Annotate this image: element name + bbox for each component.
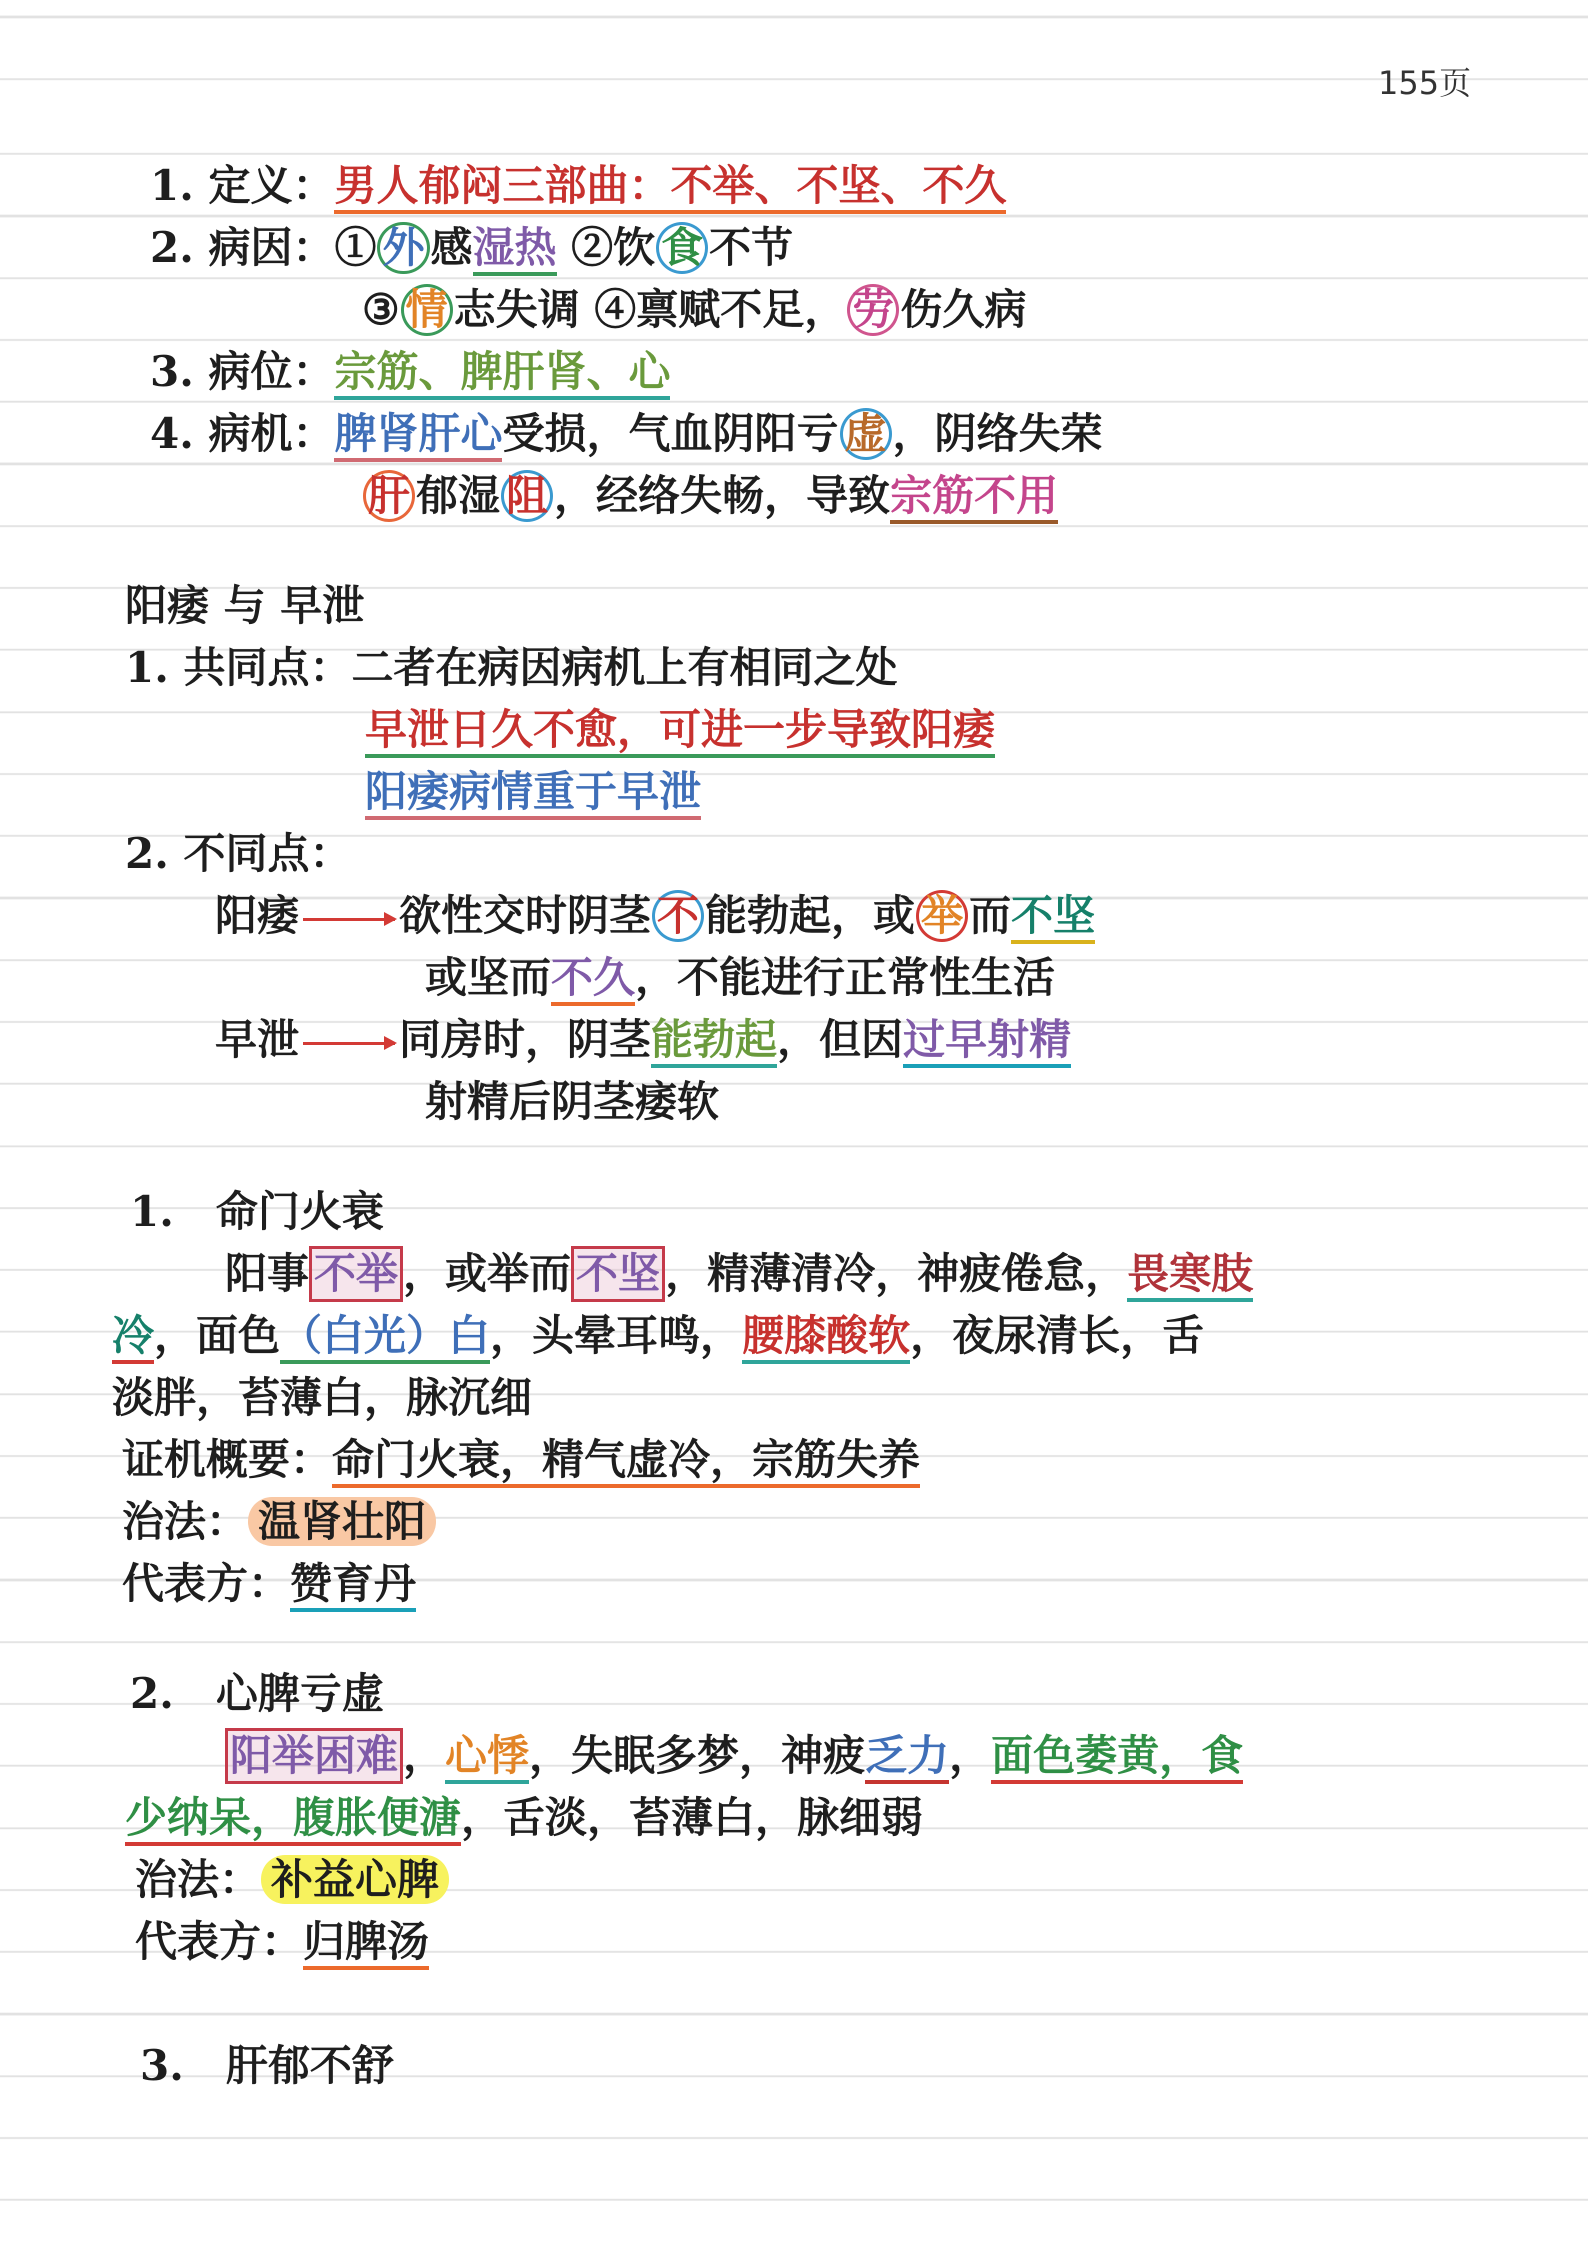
yangwei-text: 欲性交时阴茎 xyxy=(399,891,652,940)
cold-limbs-text: 畏寒肢 xyxy=(1127,1249,1253,1302)
yangwei-text: ，不能进行正常性生活 xyxy=(635,953,1056,1002)
symptom-text: ，夜尿清长，舌 xyxy=(910,1311,1205,1360)
common-line-1 xyxy=(125,637,897,699)
circled-char-shi: 食 xyxy=(656,222,708,274)
cause-text: 伤久病 xyxy=(900,285,1027,334)
symptom-text: ，头晕耳鸣， xyxy=(490,1311,743,1360)
cause-line-2 xyxy=(362,279,1026,341)
symptom-text: ，舌淡，苔薄白，脉细弱 xyxy=(461,1793,924,1842)
circled-char-xu: 虚 xyxy=(840,408,892,460)
definition-text: 男人郁闷三部曲：不举、不坚、不久 xyxy=(334,161,1006,214)
zaoxie-label: 早泄 xyxy=(215,1015,300,1064)
circled-char-zu: 阻 xyxy=(501,470,553,522)
knee-weak-text: 腰膝酸软 xyxy=(742,1311,910,1364)
symptom-text: ，或举而 xyxy=(403,1249,572,1298)
mechanism-text: ，经络失畅，导致 xyxy=(554,471,891,520)
type3-title: 3. 肝郁不舒 xyxy=(140,2041,394,2090)
formula-label: 代表方： xyxy=(122,1559,291,1608)
yangwei-line-2 xyxy=(425,947,1055,1009)
zaoxie-text: ，但因 xyxy=(777,1015,904,1064)
premature-text: 过早射精 xyxy=(903,1015,1071,1068)
type2-line-1 xyxy=(225,1725,1243,1787)
cause-num-1: ① xyxy=(334,223,377,272)
type2-treatment xyxy=(135,1849,449,1911)
difference-label: 2. 不同点： xyxy=(125,829,352,878)
definition-label: 1. 定义： xyxy=(150,161,335,210)
symptom-text: ， xyxy=(403,1731,446,1780)
treatment-label: 治法： xyxy=(135,1855,262,1904)
mechanism-line-1 xyxy=(150,403,1103,465)
type1-mechanism xyxy=(122,1429,920,1491)
poor-appetite-text: 少纳呆，腹胀便溏 xyxy=(125,1793,461,1846)
location-label: 3. 病位： xyxy=(150,347,335,396)
type2-formula xyxy=(135,1911,429,1973)
common-text: 二者在病因病机上有相同之处 xyxy=(351,643,898,692)
cause-text: ②饮 xyxy=(556,223,656,272)
circled-char-lao: 劳 xyxy=(847,284,899,336)
location-line xyxy=(150,341,670,403)
treatment-text: 补益心脾 xyxy=(261,1855,449,1904)
sallow-face-text: 面色萎黄，食 xyxy=(991,1731,1243,1784)
yangwei-label: 阳痿 xyxy=(215,891,300,940)
mechanism-text: 郁湿 xyxy=(416,471,501,520)
boxed-not-erect: 不举 xyxy=(309,1246,403,1302)
type1-line-3: 淡胖，苔薄白，脉沉细 xyxy=(112,1373,533,1422)
tendon-dysfunction-text: 宗筋不用 xyxy=(890,471,1058,524)
arrow-right-icon xyxy=(303,918,395,921)
yangwei-line-1 xyxy=(215,885,1095,947)
fatigue-text: 乏力 xyxy=(865,1731,949,1784)
cause-num-3: ③ xyxy=(362,285,400,334)
zaoxie-line-2: 射精后阴茎痿软 xyxy=(425,1077,720,1126)
formula-text: 归脾汤 xyxy=(303,1917,429,1970)
boxed-not-firm: 不坚 xyxy=(571,1246,665,1302)
cold-char: 冷 xyxy=(112,1311,154,1364)
symptom-text: ， xyxy=(949,1731,992,1780)
boxed-erection-difficulty: 阳举困难 xyxy=(225,1728,403,1784)
common-line-3 xyxy=(365,761,701,823)
yangwei-text: 而 xyxy=(969,891,1012,940)
symptom-text: ，面色 xyxy=(154,1311,281,1360)
formula-label: 代表方： xyxy=(135,1917,304,1966)
not-lasting-text: 不久 xyxy=(551,953,635,1006)
treatment-text: 温肾壮阳 xyxy=(248,1497,436,1546)
can-erect-text: 能勃起 xyxy=(651,1015,777,1068)
mechanism-label: 证机概要： xyxy=(122,1435,333,1484)
symptom-text: ，失眠多梦，神疲 xyxy=(529,1731,866,1780)
location-text: 宗筋、脾肝肾、心 xyxy=(334,347,670,400)
damp-heat-text: 湿热 xyxy=(473,223,557,276)
type1-line-2 xyxy=(112,1305,1204,1367)
type1-formula xyxy=(122,1553,416,1615)
mechanism-text: 命门火衰，精气虚冷，宗筋失养 xyxy=(332,1435,920,1488)
cause-line-1 xyxy=(150,217,793,279)
common-label: 1. 共同点： xyxy=(125,643,352,692)
cause-text: 志失调 ④禀赋不足， xyxy=(453,285,847,334)
yangwei-text: 或坚而 xyxy=(425,953,552,1002)
common-line-2 xyxy=(365,699,995,761)
type1-title: 1. 命门火衰 xyxy=(130,1187,384,1236)
compare-title: 阳痿 与 早泄 xyxy=(125,581,365,630)
palpitation-text: 心悸 xyxy=(445,1731,529,1784)
definition-line xyxy=(150,155,1006,217)
yangwei-text: 能勃起，或 xyxy=(705,891,916,940)
cause-label: 2. 病因： xyxy=(150,223,335,272)
circled-char-bu: 不 xyxy=(652,890,704,942)
symptom-text: ，精薄清冷，神疲倦怠， xyxy=(665,1249,1128,1298)
organs-text: 脾肾肝心 xyxy=(334,409,502,462)
circled-char-ju: 举 xyxy=(916,890,968,942)
mechanism-text: 受损，气血阴阳亏 xyxy=(502,409,839,458)
mechanism-line-2 xyxy=(362,465,1058,527)
pale-face-text: （白光）白 xyxy=(280,1311,490,1364)
page-number: 155页 xyxy=(1378,64,1472,102)
circled-char-qing: 情 xyxy=(401,284,453,336)
cause-text: 感 xyxy=(430,223,473,272)
not-firm-text: 不坚 xyxy=(1011,891,1095,944)
circled-char-wai: 外 xyxy=(377,222,429,274)
type1-line-1 xyxy=(225,1243,1253,1305)
zaoxie-text: 同房时，阴茎 xyxy=(399,1015,652,1064)
mechanism-text: ，阴络失荣 xyxy=(892,409,1103,458)
type1-treatment xyxy=(122,1491,436,1553)
type2-title: 2. 心脾亏虚 xyxy=(130,1669,384,1718)
zaoxie-line-1 xyxy=(215,1009,1071,1071)
mechanism-label: 4. 病机： xyxy=(150,409,335,458)
treatment-label: 治法： xyxy=(122,1497,249,1546)
symptom-text: 阳事 xyxy=(225,1249,310,1298)
arrow-right-icon xyxy=(303,1042,395,1045)
circled-char-gan: 肝 xyxy=(363,470,415,522)
common-point-2: 早泄日久不愈，可进一步导致阳痿 xyxy=(365,705,995,758)
common-point-3: 阳痿病情重于早泄 xyxy=(365,767,701,820)
formula-text: 赞育丹 xyxy=(290,1559,416,1612)
cause-text: 不节 xyxy=(709,223,794,272)
type2-line-2 xyxy=(125,1787,923,1849)
